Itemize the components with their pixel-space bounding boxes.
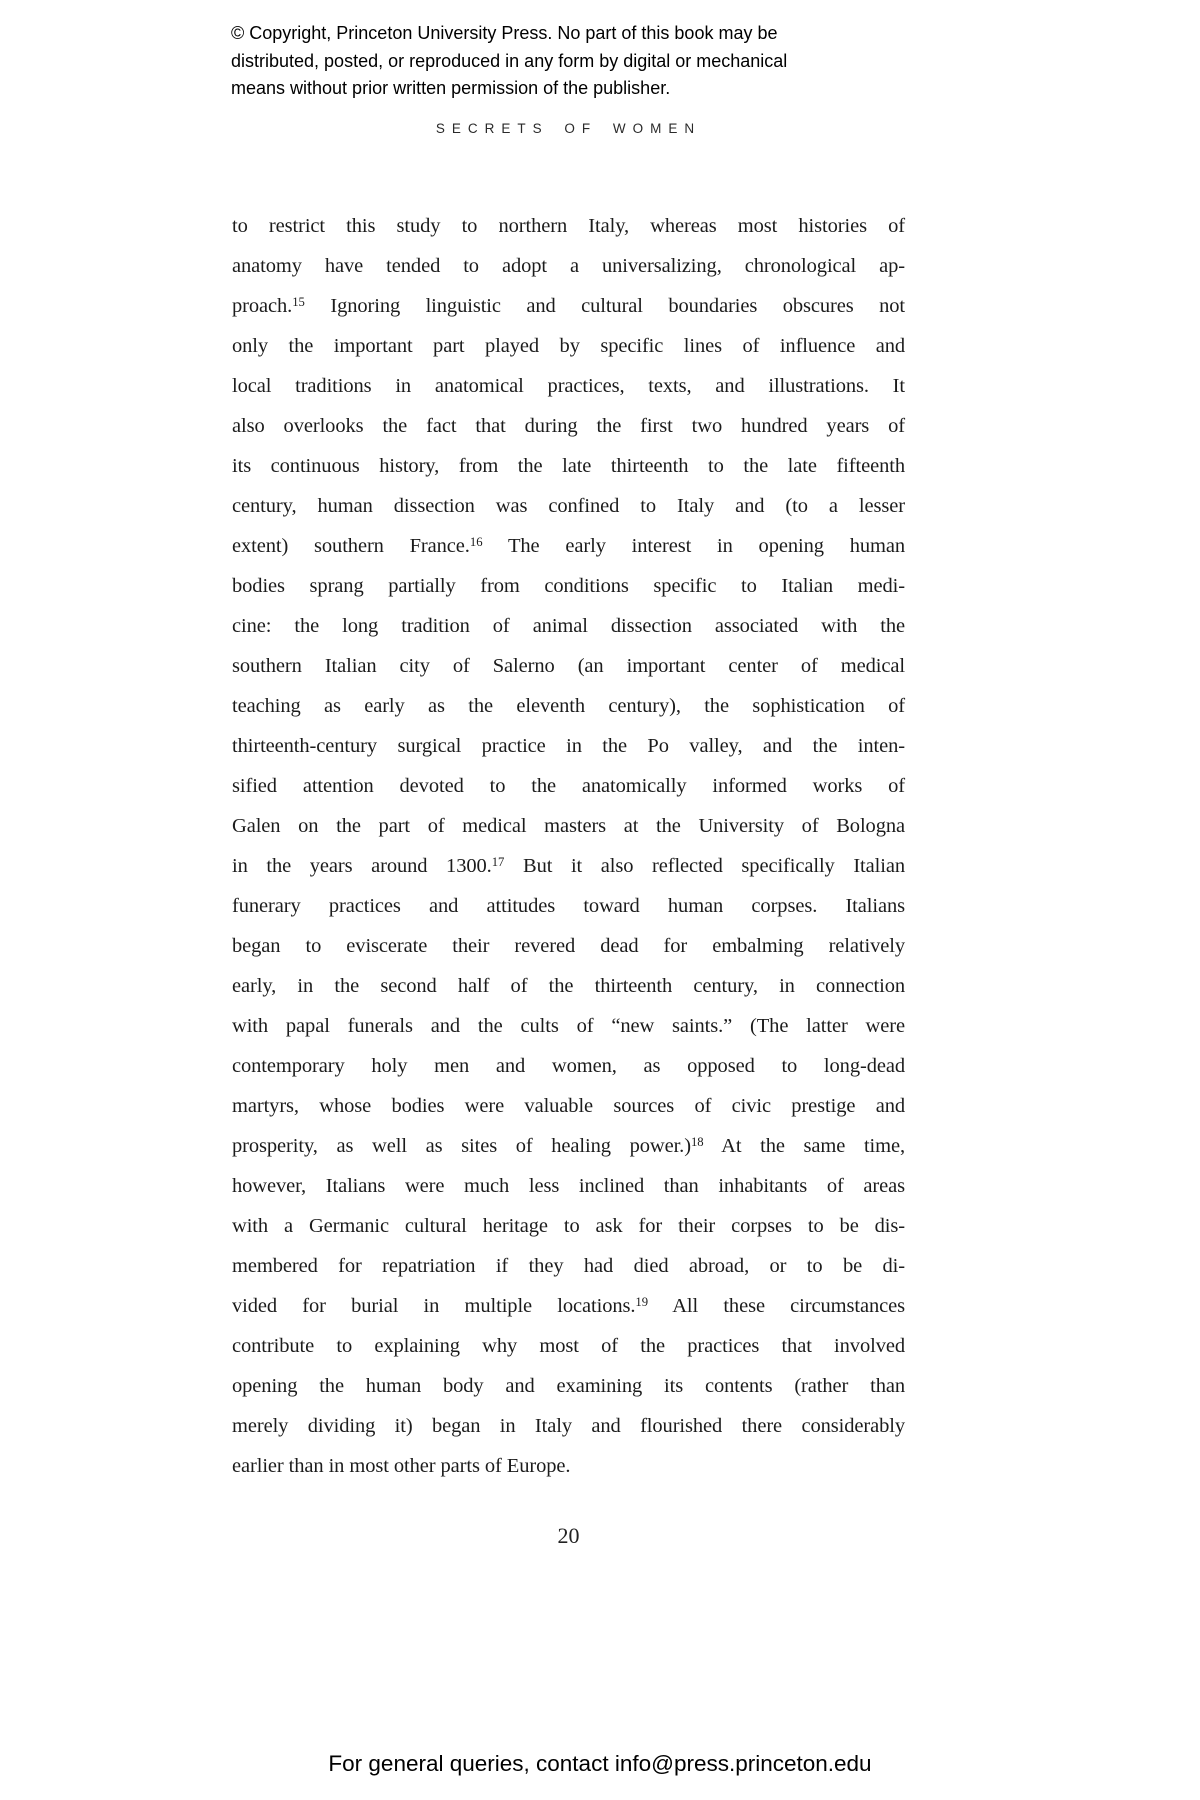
body-line: opening the human body and examining its contents (rather than [232, 1375, 905, 1397]
body-line: teaching as early as the eleventh century), the sophistication of [232, 695, 905, 717]
body-line: began to eviscerate their revered dead for embalming relatively [232, 935, 905, 957]
body-line: however, Italians were much less inclined than inhabitants of areas [232, 1175, 905, 1197]
copyright-line-1: © Copyright, Princeton University Press. No part of this book may be [231, 23, 778, 43]
body-line: funerary practices and attitudes toward human corpses. Italians [232, 895, 905, 917]
body-line: local traditions in anatomical practices, texts, and illustrations. It [232, 375, 905, 397]
copyright-notice [231, 20, 911, 103]
body-line: prosperity, as well as sites of healing power.)$^{18}$ At the same time, [232, 1135, 905, 1157]
body-line: with papal funerals and the cults of “new saints.” (The latter were [232, 1015, 905, 1037]
body-line: contemporary holy men and women, as opposed to long-dead [232, 1055, 905, 1077]
body-line: bodies sprang partially from conditions specific to Italian medi- [232, 575, 905, 597]
copyright-line-2: distributed, posted, or reproduced in any form by digital or mechanical [231, 50, 788, 71]
page-number: 20 [557, 1523, 580, 1548]
footer-queries-text: For general queries, contact [328, 1751, 615, 1776]
body-line: its continuous history, from the late thirteenth to the late fifteenth [232, 455, 905, 477]
body-line: southern Italian city of Salerno (an important center of medical [232, 655, 905, 677]
body-line: also overlooks the fact that during the first two hundred years of [232, 415, 905, 437]
body-line: only the important part played by specific lines of influence and [232, 335, 905, 357]
body-line: membered for repatriation if they had died abroad, or to be di- [232, 1255, 905, 1277]
footnote-ref: 16 [469, 535, 483, 550]
body-line: proach.$^{15}$ Ignoring linguistic and cultural boundaries obscures not [232, 295, 905, 317]
body-line: martyrs, whose bodies were valuable sources of civic prestige and [232, 1095, 905, 1117]
body-line: anatomy have tended to adopt a universalizing, chronological ap- [232, 255, 905, 277]
body-line: vided for burial in multiple locations.$^{19}$ All these circumstances [232, 1295, 905, 1317]
body-line: thirteenth-century surgical practice in the Po valley, and the inten- [232, 735, 905, 757]
body-line: early, in the second half of the thirteenth century, in connection [232, 975, 905, 997]
footer-queries [0, 1751, 1200, 1777]
body-line: merely dividing it) began in Italy and flourished there considerably [232, 1415, 905, 1437]
body-line: cine: the long tradition of animal dissection associated with the [232, 615, 905, 637]
body-line: with a Germanic cultural heritage to ask for their corpses to be dis- [232, 1215, 905, 1237]
body-line: Galen on the part of medical masters at the University of Bologna [232, 815, 905, 837]
body-text [232, 206, 905, 1486]
body-line: century, human dissection was confined to Italy and (to a lesser [232, 495, 905, 517]
footnote-ref: 15 [292, 295, 305, 310]
body-line: to restrict this study to northern Italy, whereas most histories of [232, 215, 905, 237]
body-line: in the years around 1300.17 But it also reflected specifically Italian [232, 855, 905, 877]
footnote-ref: 18 [690, 1135, 704, 1150]
body-line: sified attention devoted to the anatomically informed works of [232, 775, 905, 797]
running-head: SECRETS OF WOMEN [435, 121, 702, 136]
footnote-ref: 19 [635, 1295, 649, 1310]
body-line: extent) southern France.$^{16}$ The early interest in opening human [232, 535, 906, 557]
footnote-ref: 17 [491, 855, 505, 870]
contact-email[interactable]: info@press.princeton.edu [614, 1751, 872, 1776]
body-line: earlier than in most other parts of Europe. [232, 1455, 571, 1477]
copyright-line-3: means without prior written permission of the publisher. [231, 78, 671, 98]
body-line: contribute to explaining why most of the practices that involved [232, 1335, 905, 1357]
